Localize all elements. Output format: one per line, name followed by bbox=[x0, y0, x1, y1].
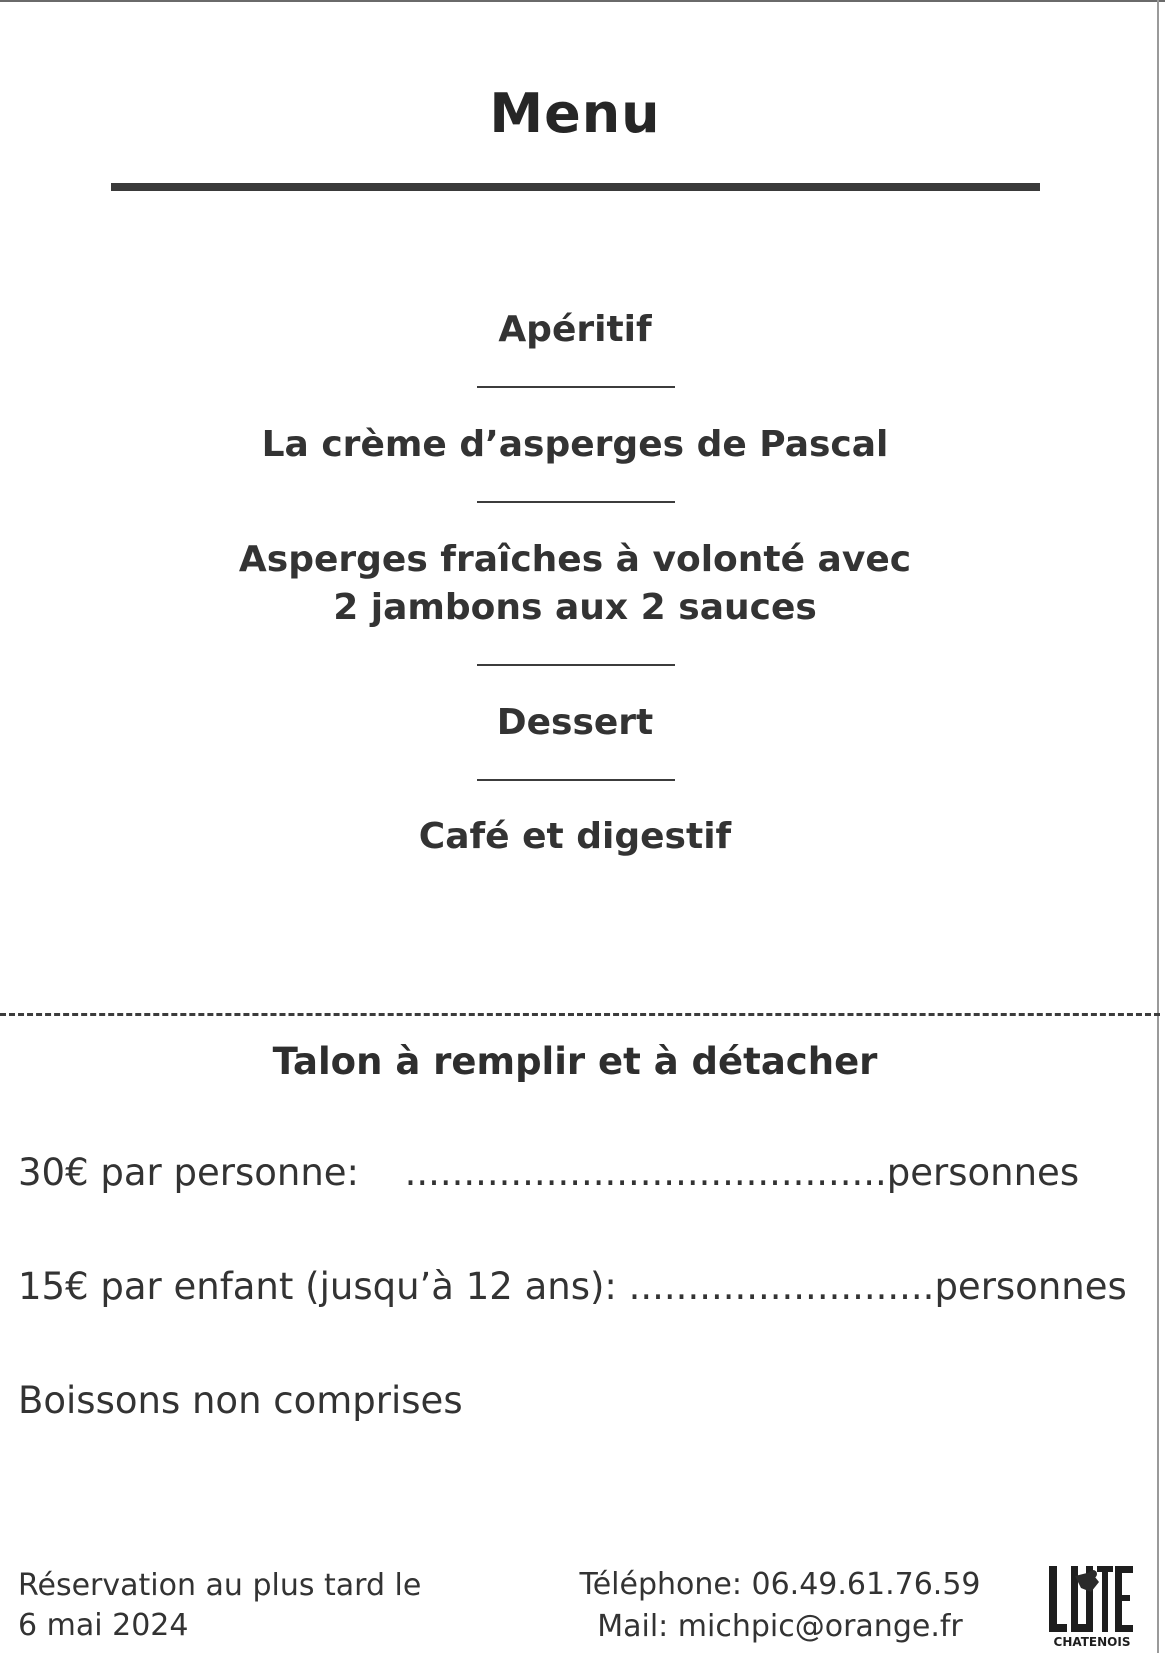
course-separator bbox=[477, 386, 675, 388]
drinks-note: Boissons non comprises bbox=[18, 1379, 463, 1422]
contact-info bbox=[560, 1564, 1000, 1648]
logo-subtext: CHATENOIS bbox=[1053, 1635, 1131, 1649]
lutte-chatenois-logo bbox=[1047, 1562, 1137, 1650]
detach-cut-line bbox=[0, 1013, 1160, 1016]
course-cafe-digestif: Café et digestif bbox=[418, 816, 732, 857]
child-unit: personnes bbox=[934, 1265, 1127, 1308]
reservation-line-1: Réservation au plus tard le bbox=[18, 1568, 422, 1603]
child-count-blank[interactable]: .......................... bbox=[628, 1265, 935, 1308]
course-main-line1: Asperges fraîches à volonté avec bbox=[238, 539, 912, 580]
child-price-label: 15€ par enfant (jusqu’à 12 ans): bbox=[18, 1265, 617, 1308]
course-separator bbox=[477, 779, 675, 781]
page-top-edge bbox=[0, 0, 1165, 2]
stub-adult-line bbox=[18, 1148, 1079, 1198]
title-underline bbox=[111, 183, 1040, 191]
course-main-line2: 2 jambons aux 2 sauces bbox=[333, 587, 817, 628]
course-creme-asperges: La crème d’asperges de Pascal bbox=[261, 424, 889, 465]
adult-unit: personnes bbox=[886, 1151, 1080, 1194]
menu-title: Menu bbox=[489, 82, 661, 145]
adult-count-blank[interactable]: ......................................... bbox=[404, 1151, 887, 1194]
course-separator bbox=[477, 664, 675, 666]
course-aperitif: Apéritif bbox=[498, 309, 652, 350]
mail-address: Mail: michpic@orange.fr bbox=[597, 1609, 963, 1644]
course-dessert: Dessert bbox=[496, 702, 654, 743]
reservation-line-2: 6 mai 2024 bbox=[18, 1608, 189, 1643]
phone-number: Téléphone: 06.49.61.76.59 bbox=[579, 1567, 981, 1602]
reservation-deadline bbox=[18, 1566, 421, 1646]
stub-child-line bbox=[18, 1262, 1127, 1312]
page-right-edge bbox=[1157, 0, 1159, 1653]
stub-title: Talon à remplir et à détacher bbox=[272, 1040, 878, 1083]
course-separator bbox=[477, 501, 675, 503]
adult-price-label: 30€ par personne: bbox=[18, 1151, 360, 1194]
